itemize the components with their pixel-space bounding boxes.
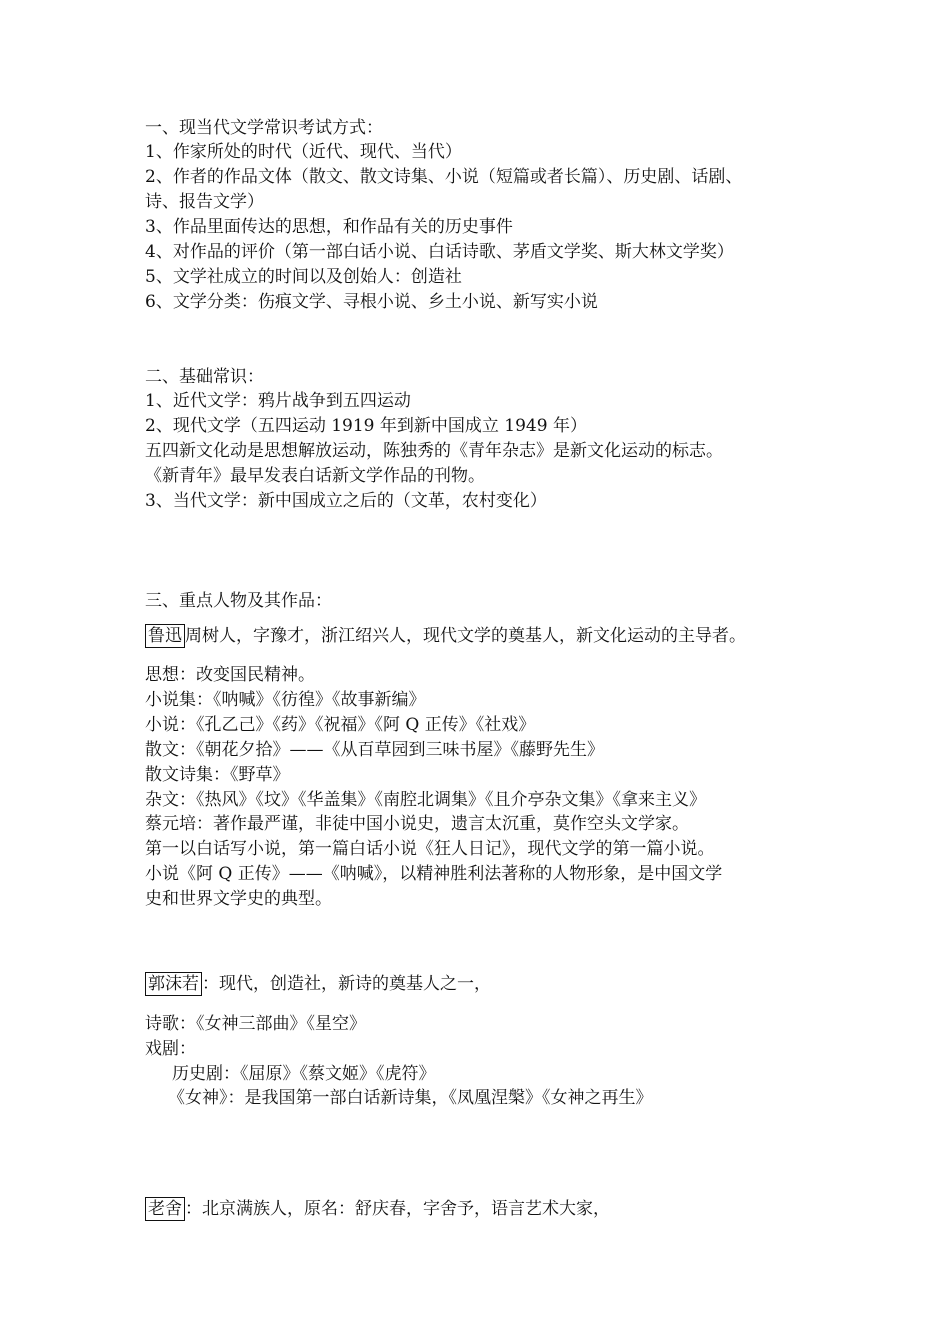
section1-item: 3、作品里面传达的思想，和作品有关的历史事件	[145, 217, 513, 237]
guomoruo-intro-line	[145, 972, 491, 997]
section2-heading: 二、基础常识：	[145, 367, 264, 387]
section2-item: 3、当代文学：新中国成立之后的（文革，农村变化）	[145, 491, 547, 511]
luxun-line: 蔡元培：著作最严谨，非徒中国小说史，遗言太沉重，莫作空头文学家。	[145, 814, 689, 834]
section1-heading: 一、现当代文学常识考试方式：	[145, 118, 383, 138]
luxun-line: 散文：《朝花夕拾》——《从百草园到三味书屋》《藤野先生》	[145, 740, 604, 760]
luxun-line: 思想：改变国民精神。	[145, 665, 315, 685]
section1-item: 1、作家所处的时代（近代、现代、当代）	[145, 142, 462, 162]
section2-item: 五四新文化动是思想解放运动，陈独秀的《青年杂志》是新文化运动的标志。	[145, 441, 723, 461]
luxun-line: 小说：《孔乙己》《药》《祝福》《阿 Q 正传》《社戏》	[145, 715, 536, 735]
section1-item: 2、作者的作品文体（散文、散文诗集、小说（短篇或者长篇）、历史剧、话剧、	[145, 167, 743, 187]
section1-item: 6、文学分类：伤痕文学、寻根小说、乡土小说、新写实小说	[145, 292, 598, 312]
laoshe-intro: ：北京满族人，原名：舒庆春，字舍予，语言艺术大家，	[185, 1199, 610, 1219]
guomoruo-history-play: 历史剧：《屈原》《蔡文姬》《虎符》	[172, 1064, 436, 1084]
laoshe-intro-line	[145, 1197, 610, 1222]
guomoruo-name-box: 郭沫若	[145, 972, 202, 996]
section3-heading: 三、重点人物及其作品：	[145, 591, 332, 611]
section2-item: 1、近代文学：鸦片战争到五四运动	[145, 391, 411, 411]
luxun-line: 史和世界文学史的典型。	[145, 889, 332, 909]
luxun-line: 杂文：《热风》《坟》《华盖集》《南腔北调集》《且介亭杂文集》《拿来主义》	[145, 790, 706, 810]
laoshe-name-box: 老舍	[145, 1197, 185, 1221]
luxun-intro: 周树人，字豫才，浙江绍兴人，现代文学的奠基人，新文化运动的主导者。	[185, 626, 746, 646]
luxun-line: 小说集：《呐喊》《彷徨》《故事新编》	[145, 690, 426, 710]
guomoruo-intro: ：现代，创造社，新诗的奠基人之一，	[202, 974, 491, 994]
section2-item: 2、现代文学（五四运动 1919 年到新中国成立 1949 年）	[145, 416, 587, 436]
luxun-line: 小说《阿 Q 正传》——《呐喊》，以精神胜利法著称的人物形象，是中国文学	[145, 864, 723, 884]
guomoruo-line: 诗歌：《女神三部曲》《星空》	[145, 1014, 366, 1034]
luxun-line: 第一以白话写小说，第一篇白话小说《狂人日记》，现代文学的第一篇小说。	[145, 839, 715, 859]
guomoruo-line: 戏剧：	[145, 1039, 196, 1059]
section1-item: 5、文学社成立的时间以及创始人：创造社	[145, 267, 462, 287]
section1-item: 4、对作品的评价（第一部白话小说、白话诗歌、茅盾文学奖、斯大林文学奖）	[145, 242, 734, 262]
luxun-line: 散文诗集：《野草》	[145, 765, 290, 785]
luxun-intro-line	[145, 624, 746, 649]
guomoruo-nvshen: 《女神》：是我国第一部白话新诗集，《凤凰涅槃》《女神之再生》	[168, 1088, 653, 1108]
section2-item: 《新青年》最早发表白话新文学作品的刊物。	[145, 466, 485, 486]
luxun-name-box: 鲁迅	[145, 624, 185, 648]
section1-item: 诗、报告文学）	[145, 192, 264, 212]
